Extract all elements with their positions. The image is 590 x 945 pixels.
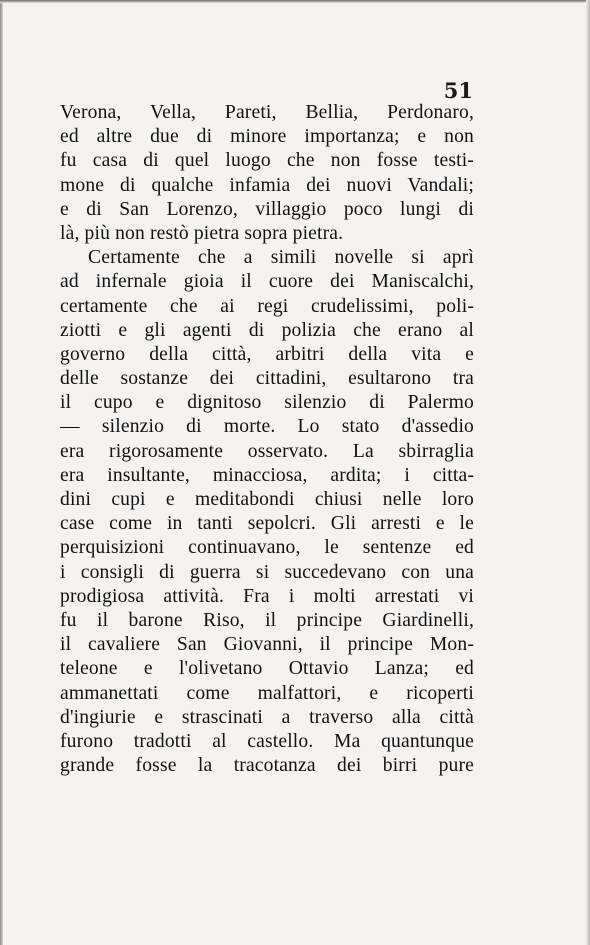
text-line: delle sostanze dei cittadini, esultarono tra — [60, 368, 474, 390]
page-spine-shadow — [0, 0, 3, 945]
text-line: era rigorosamente osservato. La sbirraglia — [60, 440, 474, 462]
text-line: furono tradotti al castello. Ma quantunque — [60, 730, 474, 752]
text-line: perquisizioni continuavano, le sentenze ed — [60, 537, 474, 559]
text-line: mone di qualche infamia dei nuovi Vandali; — [60, 174, 474, 196]
page-right-edge — [586, 0, 590, 945]
text-line: e di San Lorenzo, villaggio poco lungi di — [60, 198, 474, 220]
text-line: ed altre due di minore importanza; e non — [60, 126, 474, 148]
text-line: prodigiosa attività. Fra i molti arrestati vi — [60, 585, 474, 607]
text-line: là, più non restò pietra sopra pietra. — [60, 222, 344, 244]
text-line: i consigli di guerra si succedevano con una — [60, 561, 474, 583]
text-line: fu il barone Riso, il principe Giardinelli, — [60, 609, 474, 631]
text-line: il cupo e dignitoso silenzio di Palermo — [60, 392, 474, 414]
text-line: Certamente che a simili novelle si aprì — [88, 247, 474, 269]
page-top-edge — [0, 0, 590, 3]
text-line: — silenzio di morte. Lo stato d'assedio — [60, 416, 474, 438]
body-text — [60, 101, 474, 778]
text-line: grande fosse la tracotanza dei birri pure — [60, 755, 474, 777]
text-line: era insultante, minacciosa, ardita; i citta- — [60, 464, 474, 486]
text-line: certamente che ai regi crudelissimi, poli- — [60, 295, 474, 317]
text-line: ziotti e gli agenti di polizia che erano al — [60, 319, 474, 341]
text-line: d'ingiurie e strascinati a traverso alla città — [60, 706, 474, 728]
text-line: Verona, Vella, Pareti, Bellia, Perdonaro, — [60, 102, 474, 123]
text-line: ad infernale gioia il cuore dei Maniscalchi, — [60, 271, 474, 293]
text-line: ammanettati come malfattori, e ricoperti — [60, 682, 474, 704]
text-line: governo della città, arbitri della vita e — [60, 343, 474, 365]
page-number: 51 — [443, 78, 473, 103]
text-line: teleone e l'olivetano Ottavio Lanza; ed — [60, 658, 474, 680]
text-line: case come in tanti sepolcri. Gli arresti e le — [60, 513, 474, 535]
text-line: il cavaliere San Giovanni, il principe Mon- — [60, 634, 474, 656]
text-line: dini cupi e meditabondi chiusi nelle loro — [60, 489, 474, 510]
text-line: fu casa di quel luogo che non fosse testi- — [60, 150, 474, 172]
